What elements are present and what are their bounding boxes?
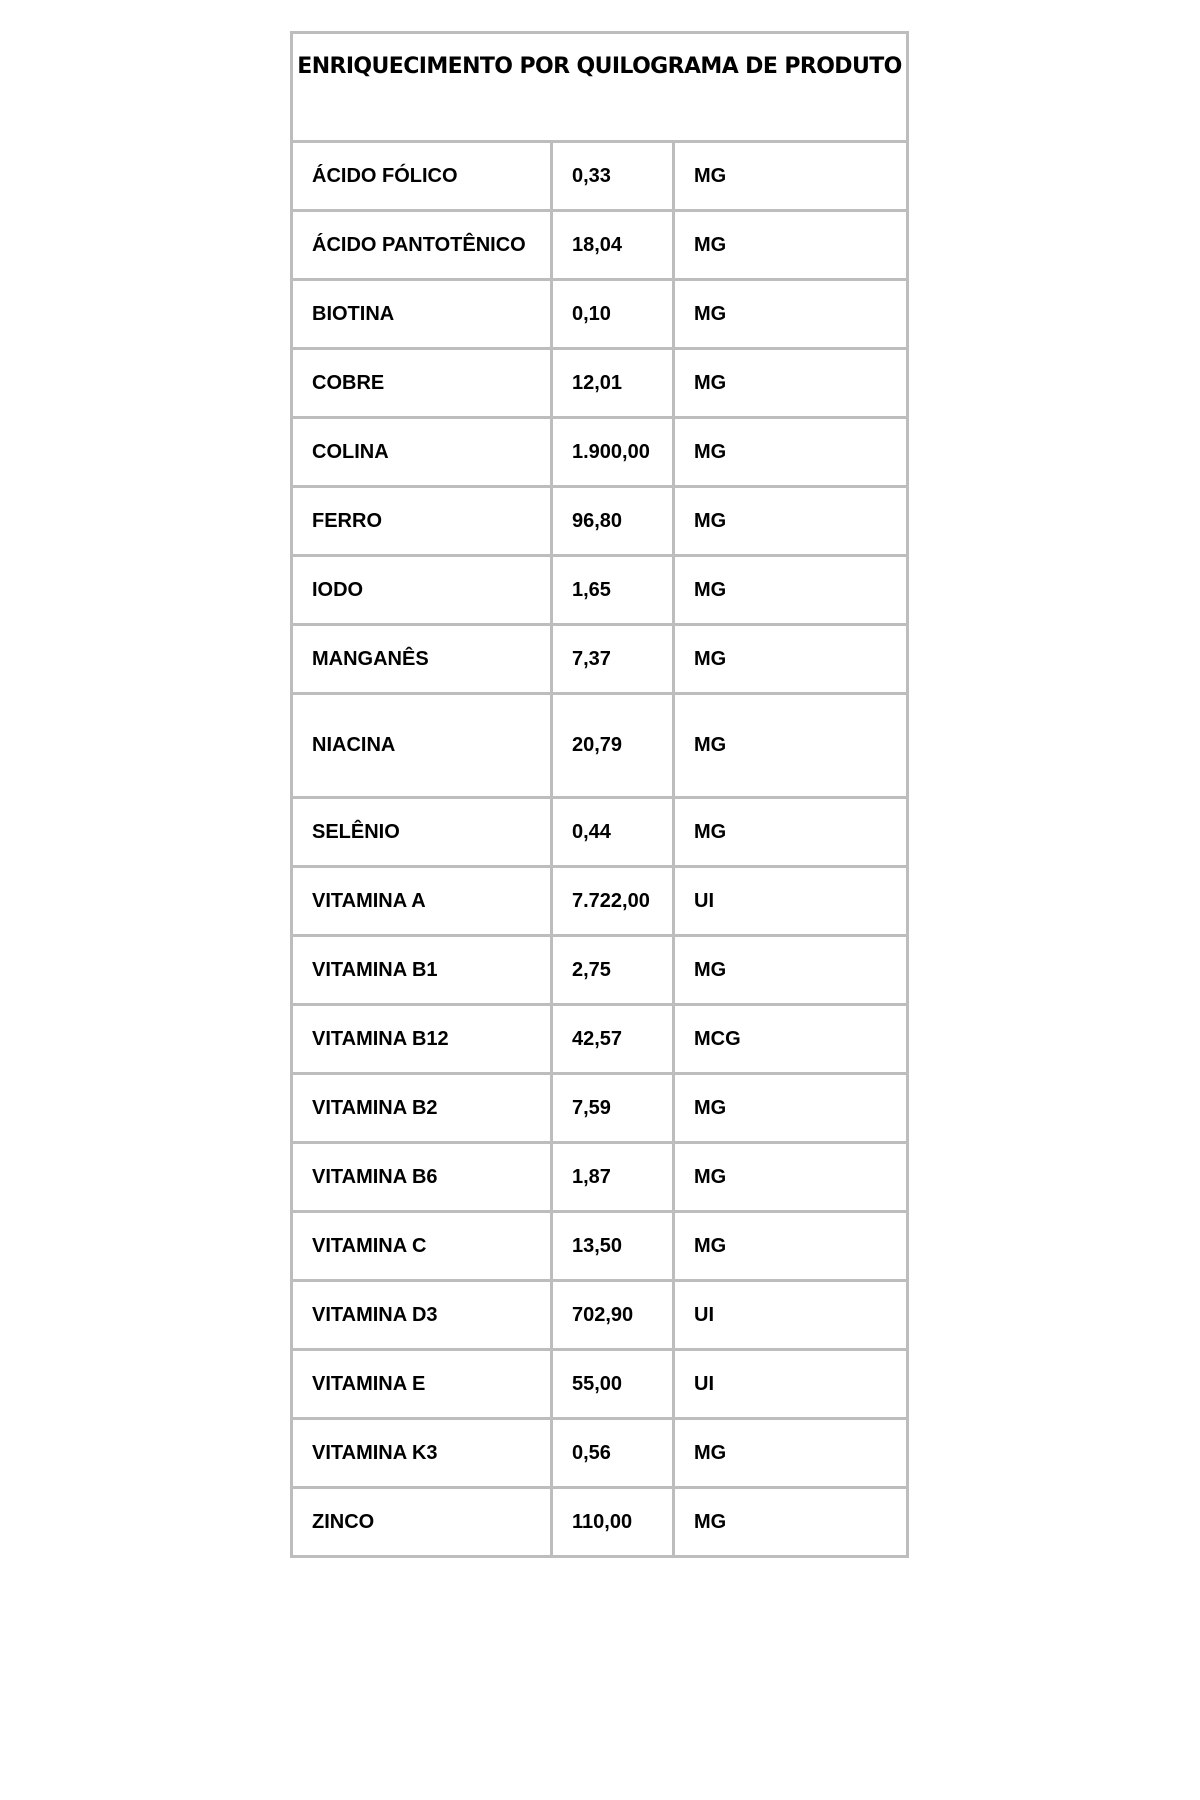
nutrient-name: VITAMINA D3 [292,1281,552,1350]
nutrient-name: VITAMINA B2 [292,1074,552,1143]
nutrient-name: VITAMINA C [292,1212,552,1281]
nutrient-unit: MG [674,418,908,487]
nutrient-value: 12,01 [552,349,674,418]
nutrient-unit: MG [674,798,908,867]
nutrient-name: COBRE [292,349,552,418]
nutrient-unit: UI [674,1350,908,1419]
nutrient-unit: MG [674,211,908,280]
nutrient-unit: MG [674,1074,908,1143]
nutrient-unit: MG [674,1212,908,1281]
nutrient-name: VITAMINA B12 [292,1005,552,1074]
nutrient-name: FERRO [292,487,552,556]
nutrient-unit: MG [674,936,908,1005]
nutrient-value: 0,33 [552,142,674,211]
nutrient-value: 55,00 [552,1350,674,1419]
nutrient-name: VITAMINA A [292,867,552,936]
nutrient-value: 702,90 [552,1281,674,1350]
nutrient-value: 42,57 [552,1005,674,1074]
nutrient-name: ÁCIDO PANTOTÊNICO [292,211,552,280]
nutrient-value: 7.722,00 [552,867,674,936]
nutrient-value: 96,80 [552,487,674,556]
nutrient-unit: MG [674,487,908,556]
table-row [292,1419,908,1488]
nutrient-value: 1,65 [552,556,674,625]
table-row [292,1074,908,1143]
table-row [292,625,908,694]
nutrient-value: 20,79 [552,694,674,798]
table-row [292,936,908,1005]
nutrient-value: 1,87 [552,1143,674,1212]
table-row [292,1143,908,1212]
nutrient-value: 7,59 [552,1074,674,1143]
table-row [292,1212,908,1281]
nutrient-unit: MG [674,1143,908,1212]
table-row [292,694,908,798]
nutrient-unit: MG [674,280,908,349]
nutrient-unit: MG [674,1488,908,1557]
table-row [292,142,908,211]
nutrient-unit: MG [674,694,908,798]
table-row [292,556,908,625]
table-row [292,1281,908,1350]
nutrient-name: VITAMINA B1 [292,936,552,1005]
nutrient-unit: MG [674,556,908,625]
nutrient-name: VITAMINA K3 [292,1419,552,1488]
nutrient-unit: UI [674,1281,908,1350]
nutrient-unit: MG [674,625,908,694]
table-row [292,487,908,556]
nutrient-unit: UI [674,867,908,936]
table-row [292,418,908,487]
nutrient-value: 13,50 [552,1212,674,1281]
nutrient-name: IODO [292,556,552,625]
nutrient-unit: MG [674,349,908,418]
table-row [292,867,908,936]
nutrient-name: VITAMINA B6 [292,1143,552,1212]
nutrient-name: ZINCO [292,1488,552,1557]
nutrient-name: BIOTINA [292,280,552,349]
table-row [292,1005,908,1074]
nutrient-value: 110,00 [552,1488,674,1557]
enrichment-table [290,31,909,1558]
nutrient-value: 18,04 [552,211,674,280]
table-row [292,798,908,867]
nutrient-unit: MG [674,142,908,211]
table-row [292,1350,908,1419]
nutrient-name: ÁCIDO FÓLICO [292,142,552,211]
table-row [292,1488,908,1557]
nutrient-unit: MG [674,1419,908,1488]
nutrient-value: 0,44 [552,798,674,867]
table-title: ENRIQUECIMENTO POR QUILOGRAMA DE PRODUTO [292,33,908,142]
nutrient-value: 0,10 [552,280,674,349]
nutrient-value: 7,37 [552,625,674,694]
table-row [292,280,908,349]
nutrient-name: COLINA [292,418,552,487]
nutrient-value: 0,56 [552,1419,674,1488]
nutrient-name: VITAMINA E [292,1350,552,1419]
nutrient-value: 1.900,00 [552,418,674,487]
nutrient-name: MANGANÊS [292,625,552,694]
table-row [292,349,908,418]
table-title-row [292,33,908,142]
nutrient-unit: MCG [674,1005,908,1074]
nutrient-name: SELÊNIO [292,798,552,867]
nutrient-value: 2,75 [552,936,674,1005]
nutrient-name: NIACINA [292,694,552,798]
table-row [292,211,908,280]
